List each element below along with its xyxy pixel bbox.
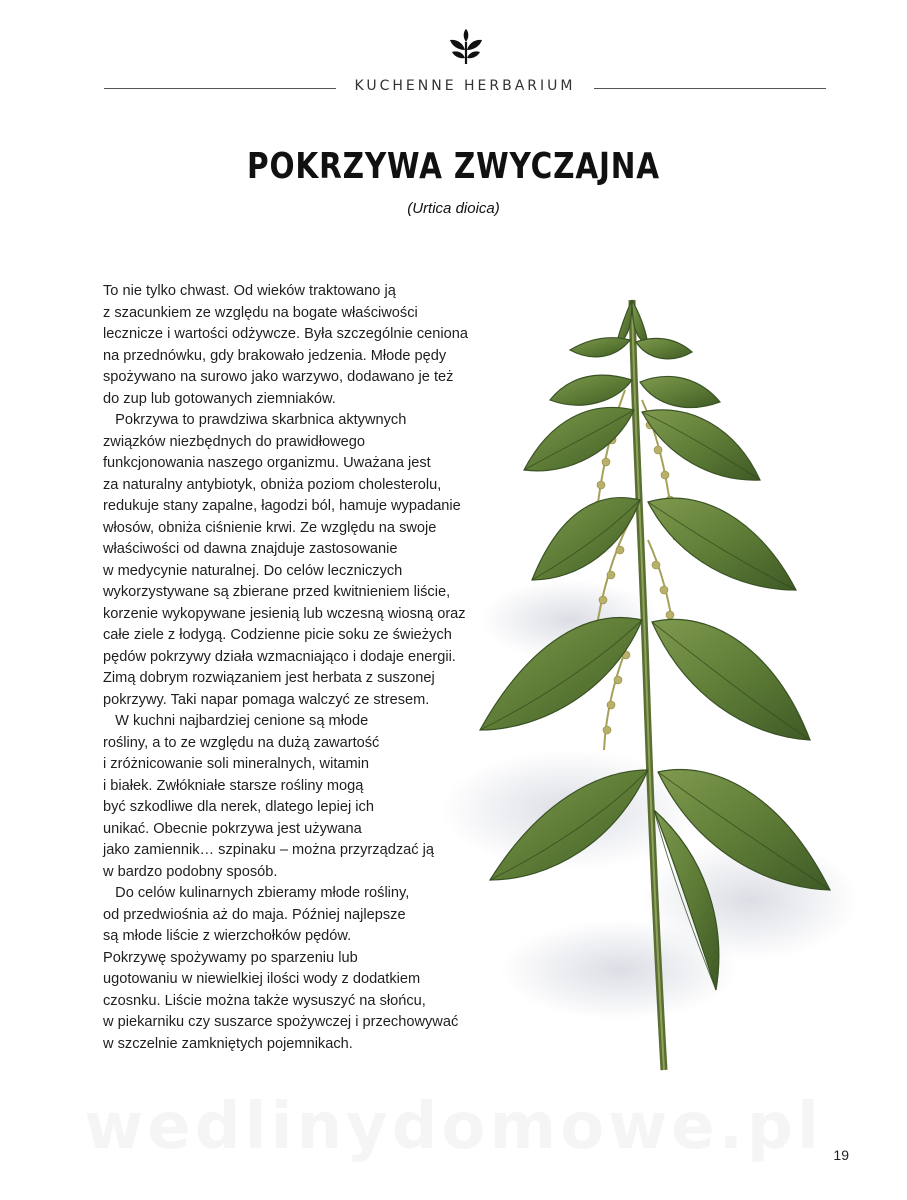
body-line: być szkodliwe dla nerek, dlatego lepiej ich xyxy=(103,799,374,815)
page-title: POKRZYWA ZWYCZAJNA xyxy=(247,146,660,187)
body-line: w bardzo podobny sposób. xyxy=(103,863,278,880)
body-line: funkcjonowania naszego organizmu. Uważana jest xyxy=(103,455,431,471)
body-line: są młode liście z wierzchołków pędów. xyxy=(103,928,352,944)
body-line: w piekarniku czy suszarce spożywczej i przechowywać xyxy=(103,1014,459,1030)
body-line: rośliny, a to ze względu na dużą zawartość xyxy=(103,734,380,751)
body-line: unikać. Obecnie pokrzywa jest używana xyxy=(103,820,362,837)
body-line: pokrzywy. Taki napar pomaga walczyć ze stresem. xyxy=(103,691,430,708)
body-line: W kuchni najbardziej cenione są młode xyxy=(103,713,369,729)
watermark: wedlinydomowe.pl xyxy=(84,1090,823,1164)
latin-name: (Urtica dioica) xyxy=(407,200,500,217)
body-line: związków niezbędnych do prawidłowego xyxy=(103,433,366,450)
body-line: Zimą dobrym rozwiązaniem jest herbata z suszonej xyxy=(103,670,435,686)
page-number: 19 xyxy=(833,1147,849,1163)
body-line: pędów pokrzywy działa wzmacniająco i dodaje energii. xyxy=(103,648,456,665)
body-line: spożywano na surowo jako warzywo, dodawano je też xyxy=(103,369,454,385)
body-line: w medycynie naturalnej. Do celów leczniczych xyxy=(103,562,403,579)
body-line: korzenie wykopywane jesienią lub wczesną wiosną oraz xyxy=(103,605,466,622)
body-line: w szczelnie zamkniętych pojemnikach. xyxy=(103,1035,353,1052)
body-line: lecznicze i wartości odżywcze. Była szczególnie ceniona xyxy=(103,326,469,342)
body-line: Pokrzywę spożywamy po sparzeniu lub xyxy=(103,949,358,966)
body-line: czosnku. Liście można także wysuszyć na słońcu, xyxy=(103,992,426,1009)
body-line: ugotowaniu w niewielkiej ilości wody z dodatkiem xyxy=(103,971,421,987)
body-line: właściwości od dawna znajduje zastosowanie xyxy=(103,541,398,557)
nettle-plant-illustration xyxy=(420,290,880,1080)
running-header: KUCHENNE HERBARIUM xyxy=(354,78,576,94)
body-line: redukuje stany zapalne, łagodzi ból, hamuje wypadanie xyxy=(103,498,461,514)
body-line: całe ziele z łodygą. Codzienne picie soku ze świeżych xyxy=(103,627,452,643)
body-line: od przedwiośnia aż do maja. Później najlepsze xyxy=(103,906,406,923)
header-rule-left xyxy=(104,88,336,89)
body-line: i białek. Zwłókniałe starsze rośliny mogą xyxy=(103,777,364,794)
body-line: jako zamiennik… szpinaku – można przyrządzać ją xyxy=(103,842,434,858)
body-line: wykorzystywane są zbierane przed kwitnieniem liście, xyxy=(103,584,451,600)
body-line: włosów, obniża ciśnienie krwi. Ze względu na swoje xyxy=(103,519,437,536)
body-line: do zup lub gotowanych ziemniaków. xyxy=(103,390,336,407)
body-line: i zróżnicowanie soli mineralnych, witamin xyxy=(103,756,370,772)
body-line: Do celów kulinarnych zbieramy młode rośliny, xyxy=(103,885,410,901)
body-line: Pokrzywa to prawdziwa skarbnica aktywnych xyxy=(103,412,407,428)
body-line: z szacunkiem ze względu na bogate właściwości xyxy=(103,304,418,321)
body-line: na przednówku, gdy brakowało jedzenia. Młode pędy xyxy=(103,347,447,364)
header-rule-right xyxy=(594,88,826,89)
body-line: To nie tylko chwast. Od wieków traktowano ją xyxy=(103,283,396,299)
body-line: za naturalny antybiotyk, obniża poziom cholesterolu, xyxy=(103,476,442,493)
leaf-sprig-icon xyxy=(440,28,492,68)
